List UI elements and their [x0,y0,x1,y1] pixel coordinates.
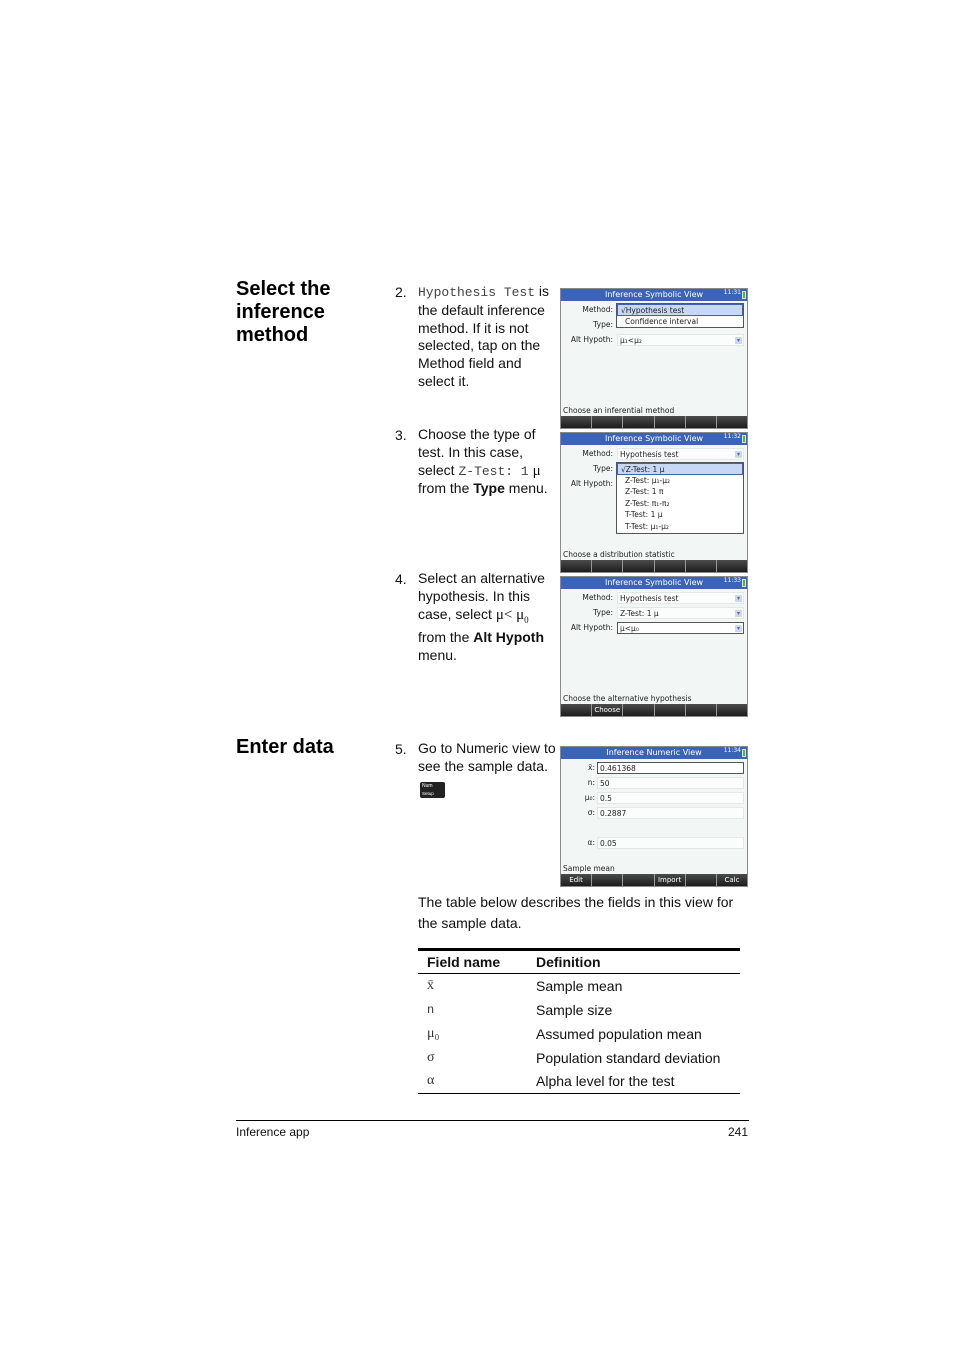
softkey[interactable] [592,874,622,886]
screen-clock: 11:32 [723,433,741,440]
page-number: 241 [727,1125,748,1139]
step-number: 5. [395,741,407,757]
table-row [418,1022,740,1046]
field-label: σ: [587,808,595,817]
calculator-screen-type [560,432,748,573]
screen-title: Inference Symbolic View [561,289,747,301]
chevron-down-icon: ▾ [736,610,740,617]
method-field[interactable]: Hypothesis test ▾ [617,592,744,604]
method-row[interactable] [561,592,747,604]
step-5-text: Go to Numeric view to see the sample data. [418,740,556,774]
softkey[interactable] [655,560,685,572]
softkey[interactable] [686,704,716,716]
table-header-row [418,950,740,974]
softkey[interactable] [561,704,591,716]
n-field[interactable]: 50 [597,777,744,789]
field-definition: Population standard deviation [536,1049,721,1066]
mu0-row[interactable] [561,792,747,804]
screen-status: Sample mean [563,864,615,873]
xbar-field[interactable]: 0.461368 [597,762,744,774]
softkey-bar [561,874,747,886]
calculator-screen-alt-hypoth [560,576,748,717]
section-title-select-method: Select the inference method [236,278,331,346]
section-title-enter-data: Enter data [236,736,334,758]
method-label: Method: [582,449,613,458]
fields-table [418,948,740,1094]
field-symbol: x̄ [427,977,434,993]
table-row [418,1046,740,1070]
field-label: μ₀: [584,793,595,802]
mu0-field[interactable]: 0.5 [597,792,744,804]
softkey[interactable] [686,560,716,572]
column-header-field-name: Field name [427,954,501,970]
step-4-body: Select an alternative hypothesis. In this case, select [418,570,545,622]
num-key-shift-label: Setup [422,791,434,796]
softkey[interactable] [717,416,747,428]
field-symbol: α [427,1073,435,1089]
sigma-row[interactable] [561,807,747,819]
dropdown-item[interactable]: T-Test: 1 μ [625,510,663,519]
softkey[interactable] [623,560,653,572]
step-2-text [418,283,560,391]
method-row[interactable] [561,448,747,460]
alt-hypoth-row[interactable] [561,622,747,634]
type-row[interactable] [561,607,747,619]
step-number: 4. [395,571,407,587]
softkey-bar [561,416,747,428]
field-label: α: [587,838,595,847]
step-3-code: Z-Test: 1 [458,463,529,479]
footer-divider [236,1120,749,1121]
chevron-down-icon: ▾ [736,337,740,344]
softkey[interactable] [623,704,653,716]
chevron-down-icon: ▾ [736,625,740,632]
step-3-body: menu. [508,480,548,497]
type-dropdown[interactable] [616,462,744,534]
num-key-label: Num [422,783,433,789]
n-row[interactable] [561,777,747,789]
softkey[interactable] [655,704,685,716]
softkey-calc[interactable]: Calc [717,874,747,886]
method-label: Method: [582,305,613,314]
dropdown-item[interactable]: Confidence interval [625,316,699,326]
method-field[interactable]: Hypothesis test ▾ [617,448,744,460]
footer-chapter-name: Inference app [236,1125,310,1139]
mu-less-mu0-symbol: $\mu< \mu_0$ [495,606,529,625]
softkey[interactable] [592,416,622,428]
alt-hypoth-field[interactable]: μ<μ₀ ▾ [617,622,744,634]
step-3-text [418,426,560,498]
softkey[interactable] [623,874,653,886]
step-number: 2. [395,284,407,300]
screen-title: Inference Symbolic View [561,577,747,589]
calculator-screen-numeric [560,746,748,887]
screen-status: Choose an inferential method [563,406,675,415]
calculator-screen-method [560,288,748,429]
softkey[interactable] [686,416,716,428]
battery-icon [742,579,746,587]
dropdown-item[interactable]: Z-Test: 1 π [625,487,664,496]
alt-hypoth-field[interactable]: μ₁<μ₂ ▾ [617,334,744,346]
softkey[interactable] [686,874,716,886]
softkey[interactable] [561,560,591,572]
step-4-menu-name: Alt Hypoth [473,629,545,646]
softkey-edit[interactable]: Edit [561,874,591,886]
step-3-body: from the [418,480,470,497]
alt-hypoth-row[interactable] [561,334,747,346]
table-row [418,998,740,1022]
softkey[interactable] [592,560,622,572]
softkey[interactable] [623,416,653,428]
softkey-choose[interactable]: Choose [592,704,622,716]
method-label: Method: [582,593,613,602]
softkey-bar [561,704,747,716]
type-field[interactable]: Z-Test: 1 μ ▾ [617,607,744,619]
step-number: 3. [395,427,407,443]
battery-icon [742,435,746,443]
battery-icon [742,291,746,299]
field-symbol: n [427,1002,435,1017]
type-label: Type: [593,320,613,329]
alt-hypoth-label: Alt Hypoth: [570,479,613,488]
xbar-row[interactable] [561,762,747,774]
softkey-import[interactable]: Import [655,874,685,886]
field-definition: Alpha level for the test [536,1073,675,1090]
dropdown-item[interactable]: Z-Test: π₁-π₂ [625,498,670,508]
chevron-down-icon: ▾ [736,451,740,458]
dropdown-item[interactable]: √Hypothesis test [617,304,743,316]
dropdown-item[interactable]: √Z-Test: 1 μ [617,463,743,475]
softkey[interactable] [561,416,591,428]
step-4-body: menu. [418,647,457,664]
field-symbol: μ₀ [427,1025,440,1041]
step-3-body: Choose the type of test. In this case, select [418,426,536,478]
field-definition: Assumed population mean [536,1025,702,1042]
alt-hypoth-label: Alt Hypoth: [570,623,613,632]
softkey-bar [561,560,747,572]
step-2-body: is the default inference method. If it is not selected, tap on the Method field and select it. [418,283,550,389]
softkey[interactable] [655,416,685,428]
screen-status: Choose a distribution statistic [563,550,675,559]
screen-title: Inference Symbolic View [561,433,747,445]
field-label: n: [587,778,595,787]
field-symbol: σ [427,1049,435,1065]
battery-icon [742,749,746,757]
alpha-row[interactable] [561,837,747,849]
screen-status: Choose the alternative hypothesis [563,694,692,703]
type-label: Type: [593,608,613,617]
sigma-field[interactable]: 0.2887 [597,807,744,819]
step-4-body: from the [418,629,470,646]
table-row [418,1070,740,1094]
alpha-field[interactable]: 0.05 [597,837,744,849]
screen-clock: 11:34 [723,747,741,754]
softkey[interactable] [717,704,747,716]
chevron-down-icon: ▾ [736,595,740,602]
mu-symbol: μ [532,462,541,479]
num-key-icon[interactable] [420,782,445,798]
method-dropdown[interactable] [616,303,744,328]
alt-hypoth-label: Alt Hypoth: [570,335,613,344]
table-row [418,974,740,998]
type-label: Type: [593,464,613,473]
column-header-definition: Definition [536,954,601,970]
screen-clock: 11:31 [723,289,741,296]
step-4-text [418,570,560,665]
softkey[interactable] [717,560,747,572]
step-3-menu-name: Type [473,480,505,497]
screen-clock: 11:33 [723,577,741,584]
field-label: x̄: [588,763,595,772]
screen-title: Inference Numeric View [561,747,747,759]
step-2-code: Hypothesis Test [418,285,536,300]
dropdown-item[interactable]: T-Test: μ₁-μ₂ [625,521,669,531]
table-intro: The table below describes the fields in this view for the sample data. [418,894,734,931]
field-definition: Sample size [536,1001,613,1018]
dropdown-item[interactable]: Z-Test: μ₁-μ₂ [625,475,670,485]
field-definition: Sample mean [536,977,623,994]
